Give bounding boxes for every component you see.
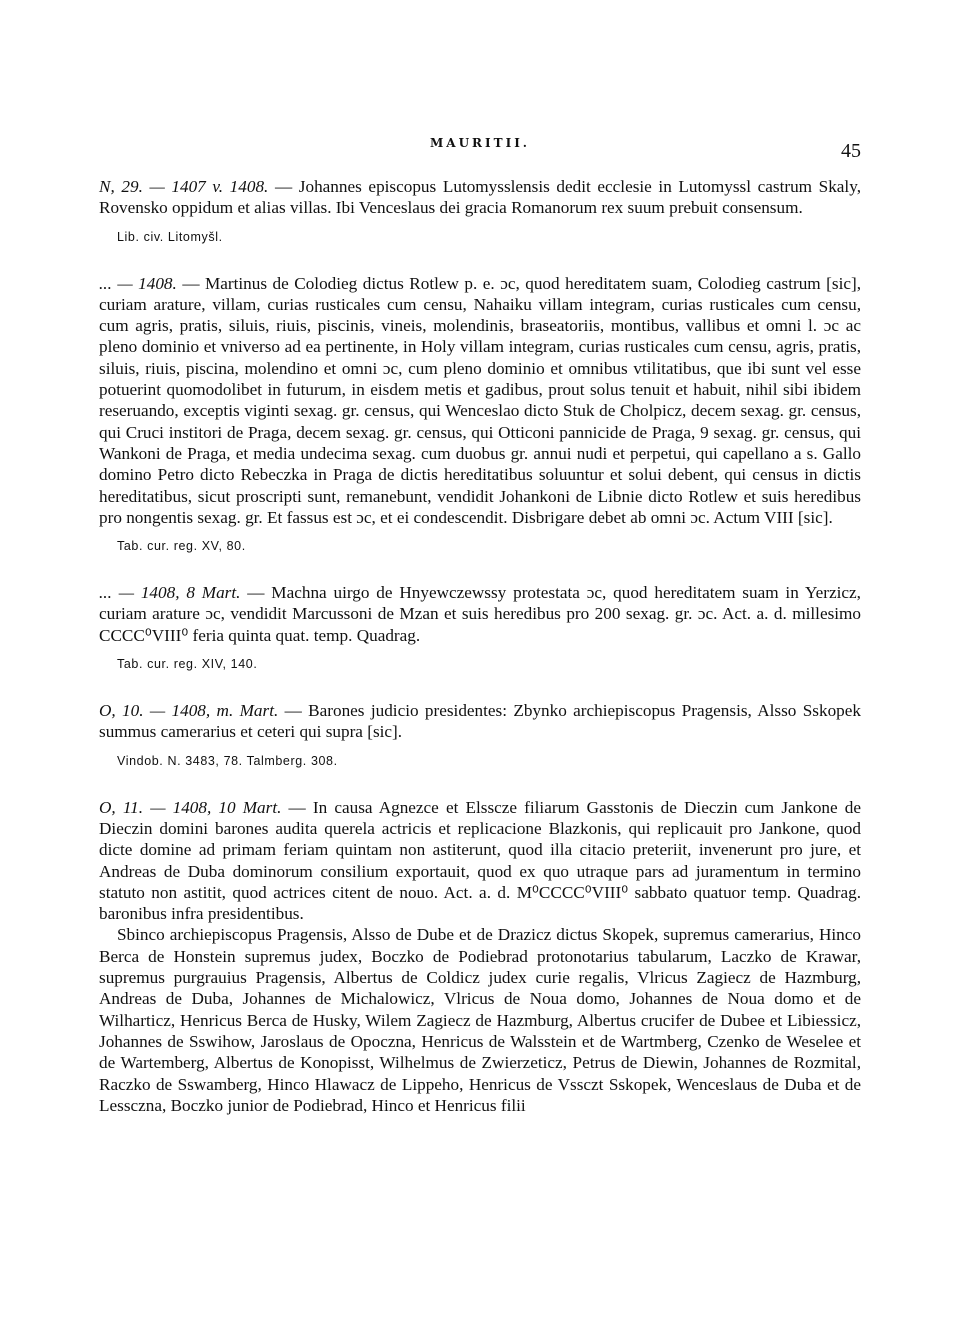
closing-paragraph: Sbinco archiepiscopus Pragensis, Alsso de Dube et de Drazicz dictus Skopek, supremus camerarius, Hinco Berca de Honstein supremus judex, Boczko de Podiebrad protonotarius tabularum, Laczko de Krawar, supremus purgrauius Pragensis, Albertus de Coldicz judex curie regalis, Vlricus Zagiecz de Hazmburg, Andreas de Duba, Johannes de Michalowicz, Vlricus de Noua domo, Johannes de Noua domo et de Wilharticz, Henricus Berca de Husky, Wilem Zagiecz de Hazmburg, Albertus crucifer de Dubee et Libiessicz, Johannes de Sswihow, Jaroslaus de Opoczna, Henricus de Walsstein et de Wartmberg, Czenko de Weselee et de Wartemberg, Albertus de Konopisst, Wilhelmus de Zwierzeticz, Petrus de Diewin, Johannes de Rozmital, Raczko de Sswamberg, Hinco Hlawacz de Lippeho, Henricus de Vssczt Sskopek, Wenceslaus de Duba et de Lessczna, Boczko junior de Podiebrad, Hinco et Henricus filii <box>99 925 861 1115</box>
entry-heading: ... — 1408. <box>99 273 177 293</box>
entry-paragraph <box>99 700 861 743</box>
source-citation: Tab. cur. reg. XIV, 140. <box>117 657 258 672</box>
entry-heading: N, 29. — 1407 v. 1408. <box>99 177 269 196</box>
entry-paragraph <box>99 176 861 219</box>
entry-text: — Barones judicio presidentes: Zbynko archiepiscopus Pragensis, Alsso Sskopek summus camerarius et ceteri qui supra [sic]. <box>99 701 862 742</box>
entry-text: — Machna uirgo de Hnyewczewssy protestata ɔc, quod hereditatem suam in Yerzicz, curiam arature ɔc, vendidit Marcussoni de Mzan et suis heredibus pro 200 sexag. gr. ɔc. Act. a. d. millesimo CCCC⁰VIII⁰ feria quinta quat. temp. Quadrag. <box>99 583 861 645</box>
running-title: MAURITII. <box>430 136 530 150</box>
entry-heading: O, 11. — 1408, 10 Mart. <box>99 797 282 817</box>
entry-heading: ... — 1408, 8 Mart. <box>99 583 241 603</box>
entry-paragraph <box>99 273 861 529</box>
entry-text: — Martinus de Colodieg dictus Rotlew p. e. ɔc, quod hereditatem suam, Colodieg castrum [sic], curiam arature, villam, curias rusticales cum censu, Nahaiku villam integram, curias rusticales cum censu, cum agris, pratis, siluis, riuis, piscinis, vineis, molendinis, braseatoriis, montibus, vallibus et omni l. ɔc ac pleno dominio et vniverso ad ea pertinente, in Holy villam integram, curias rusticales cum censu, agris, pratis, siluis, riuis, piscina, molendino et omni ɔc, cum pleno dominio et omnibus vtilitatibus, que ibi sunt vel esse potuerint quomodolibet in futurum, in eisdem metis et gadibus, prout solus tenuit et habuit, nihil sibi ibidem reseruando, exceptis viginti sexag. gr. census, qui Wenceslao dicto Stuk de Cholpicz, decem sexag. gr. census, qui Cruci institori de Praga, decem sexag. gr. census, qui Otticoni pannicide de Praga, 9 sexag. gr. census, qui Wankoni de Praga, et media undecima sexag. cum duobus gr. annui nudi et perpetui, qui capellano a s. Gallo domino Petro dicto Rebeczka in Praga de dictis hereditatibus soluuntur et solui debent, qui census in dictis hereditatibus, sicut proscripti sunt, remanebunt, vendidit Johankoni de Libnie dicto Rotlew et suis heredibus pro nongentis sexag. gr. Et fassus est ɔc, et ei condescendit. Disbrigare debet ab omni ɔc. Actum VIII [sic]. <box>99 273 861 527</box>
page-content <box>99 176 861 1116</box>
source-citation: Vindob. N. 3483, 78. Talmberg. 308. <box>117 753 338 768</box>
entry-text: — Johannes episcopus Lutomysslensis dedit ecclesie in Lutomyssl castrum Skaly, Rovensko oppidum et alias villas. Ibi Venceslaus dei gracia Romanorum rex suum prebuit consensum. <box>99 177 861 218</box>
page-number: 45 <box>841 140 861 162</box>
entry-paragraph <box>99 582 861 646</box>
entry-heading: O, 10. — 1408, m. Mart. <box>99 701 279 721</box>
entry-paragraph <box>99 797 861 925</box>
source-citation: Tab. cur. reg. XV, 80. <box>117 539 246 554</box>
entry-text: — In causa Agnezce et Elsscze filiarum Gasstonis de Dieczin cum Jankone de Dieczin domini barones audita querela actricis et replicacione Blazkonis, qui replicauit pro Jankone, quod dicte domine ad primam feriam quintam non astiterunt, quod illa citacio preteriit, invenerunt pro jure, et Andreas de Duba dominorum consilium exportauit, quod ex quo utraque pars ad juramentum in termino statuto non astitit, quod actrices citent de nouo. Act. a. d. M⁰CCCC⁰VIII⁰ sabbato quatuor temp. Quadrag. baronibus infra presidentibus. <box>99 797 861 924</box>
page-header <box>99 134 861 162</box>
source-citation: Lib. civ. Litomyšl. <box>117 229 223 244</box>
